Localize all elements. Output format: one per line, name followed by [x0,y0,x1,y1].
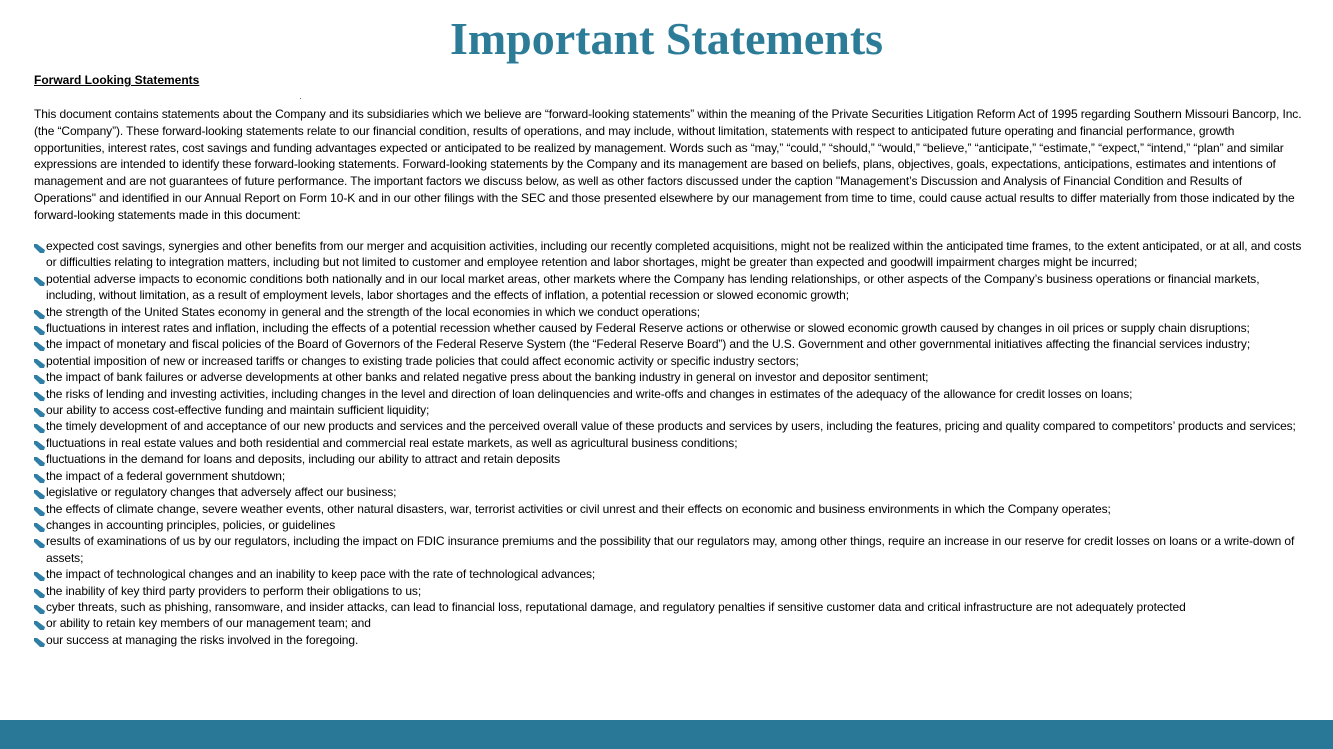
arrow-bullet-icon [34,241,45,250]
arrow-bullet-icon [34,372,45,381]
arrow-bullet-icon [34,356,45,365]
list-item [34,484,1309,500]
list-item-text: the effects of climate change, severe weather events, other natural disasters, war, terrorist activities or civil unrest and their effects on economic and business environments in which the Company operates; [46,501,1111,516]
arrow-bullet-icon [34,586,45,595]
list-item [34,304,1309,320]
arrow-bullet-icon [34,274,45,283]
list-item-text: results of examinations of us by our regulators, including the impact on FDIC insurance premiums and the possibility that our regulators may, among other things, require an increase in our reserve for credit losses on loans or a write-down of assets; [46,534,1295,565]
arrow-bullet-icon [34,536,45,545]
list-item-text: the impact of monetary and fiscal policies of the Board of Governors of the Federal Reserve System (the “Federal Reserve Board”) and the U.S. Government and other governmental initiatives affecting the financial services industry; [46,337,1251,352]
arrow-bullet-icon [34,487,45,496]
arrow-bullet-icon [34,602,45,611]
list-item [34,336,1309,352]
list-item [34,238,1309,271]
arrow-bullet-icon [34,618,45,627]
list-item [34,369,1309,385]
list-item-text: the timely development of and acceptance of our new products and services and the perceived overall value of these products and services by users, including the features, pricing and quality compared to competitors’ products and services; [46,419,1296,434]
list-item [34,501,1309,517]
list-item-text: our success at managing the risks involved in the foregoing. [46,632,359,647]
list-item-text: or ability to retain key members of our management team; and [46,616,371,631]
arrow-bullet-icon [34,520,45,529]
arrow-bullet-icon [34,504,45,513]
list-item [34,418,1309,434]
list-item [34,566,1309,582]
list-item [34,632,1309,648]
list-item-text: our ability to access cost-effective funding and maintain sufficient liquidity; [46,403,430,418]
list-item [34,599,1309,615]
list-item [34,402,1309,418]
list-item-text: legislative or regulatory changes that adversely affect our business; [46,485,397,500]
arrow-bullet-icon [34,405,45,414]
arrow-bullet-icon [34,323,45,332]
list-item [34,468,1309,484]
list-item [34,435,1309,451]
arrow-bullet-icon [34,307,45,316]
arrow-bullet-icon [34,438,45,447]
list-item-text: expected cost savings, synergies and other benefits from our merger and acquisition activities, including our recently completed acquisitions, might not be realized within the anticipated time frames, to the extent anticipated, or at all, and costs or difficulties relating to integration matters, including but not limited to customer and employee retention and labor shortages, might be greater than expected and goodwill impairment charges might be incurred; [46,239,1302,270]
list-item-text: the impact of a federal government shutdown; [46,468,286,483]
list-item-text: potential imposition of new or increased tariffs or changes to existing trade policies that could affect economic activity or specific industry sectors; [46,353,799,368]
list-item-text: the risks of lending and investing activities, including changes in the level and direction of loan delinquencies and write-offs and changes in estimates of the adequacy of the allowance for credit losses on loans; [46,386,1133,401]
list-item [34,451,1309,467]
list-item-text: fluctuations in real estate values and both residential and commercial real estate markets, as well as agricultural business conditions; [46,435,738,450]
arrow-bullet-icon [34,389,45,398]
arrow-bullet-icon [34,421,45,430]
list-item [34,517,1309,533]
risk-factor-list [34,238,1309,648]
arrow-bullet-icon [34,454,45,463]
list-item [34,271,1309,304]
section-heading: Forward Looking Statements [34,73,200,87]
list-item-text: fluctuations in the demand for loans and deposits, including our ability to attract and retain deposits [46,452,561,467]
list-item [34,386,1309,402]
intro-paragraph: This document contains statements about the Company and its subsidiaries which we believe are “forward-looking statements” within the meaning of the Private Securities Litigation Reform Act of 1995 regarding Southern Missouri Bancorp, Inc. (the “Company”). These forward-looking statements relate to our financial condition, results of operations, and may include, without limitation, statements with respect to anticipated future operating and financial performance, growth opportunities, interest rates, cost savings and funding advantages expected or anticipated to be realized by management. Words such as “may,” “could,” “should,” “would,” “believe,” “anticipate,” “estimate,” “expect,” “intend,” “plan” and similar expressions are intended to identify these forward-looking statements. Forward-looking statements by the Company and its management are based on beliefs, plans, objectives, goals, expectations, anticipations, estimates and intentions of management and are not guarantees of future performance. The important factors we discuss below, as well as other factors discussed under the caption "Management’s Discussion and Analysis of Financial Condition and Results of Operations" and identified in our Annual Report on Form 10-K and in our other filings with the SEC and those presented elsewhere by our management from time to time, could cause actual results to differ materially from those indicated by the forward-looking statements made in this document: [34,107,1302,222]
page-title: Important Statements [449,13,884,64]
arrow-bullet-icon [34,569,45,578]
list-item-text: cyber threats, such as phishing, ransomware, and insider attacks, can lead to financial loss, reputational damage, and regulatory penalties if sensitive customer data and critical infrastructure are not adequately protected [46,599,1186,614]
list-item [34,353,1309,369]
list-item-text: fluctuations in interest rates and inflation, including the effects of a potential recession whether caused by Federal Reserve actions or otherwise or slowed economic growth caused by changes in oil prices or supply chain disruptions; [46,321,1250,336]
stray-dot [300,98,301,99]
list-item [34,320,1309,336]
arrow-bullet-icon [34,339,45,348]
list-item-text: the impact of technological changes and an inability to keep pace with the rate of technological advances; [46,567,596,582]
list-item-text: the impact of bank failures or adverse developments at other banks and related negative press about the banking industry in general on investor and depositor sentiment; [46,370,929,385]
footer-bar [0,720,1333,749]
list-item [34,533,1309,566]
list-item [34,583,1309,599]
arrow-bullet-icon [34,635,45,644]
list-item-text: the strength of the United States economy in general and the strength of the local economies in which we conduct operations; [46,304,701,319]
list-item-text: the inability of key third party providers to perform their obligations to us; [46,583,422,598]
arrow-bullet-icon [34,471,45,480]
list-item-text: changes in accounting principles, policies, or guidelines [46,517,336,532]
list-item [34,615,1309,631]
list-item-text: potential adverse impacts to economic conditions both nationally and in our local market areas, other markets where the Company has lending relationships, or other aspects of the Company’s business operations or financial markets, including, without limitation, as a result of employment levels, labor shortages and the effects of inflation, a potential recession or slowed economic growth; [46,271,1260,303]
